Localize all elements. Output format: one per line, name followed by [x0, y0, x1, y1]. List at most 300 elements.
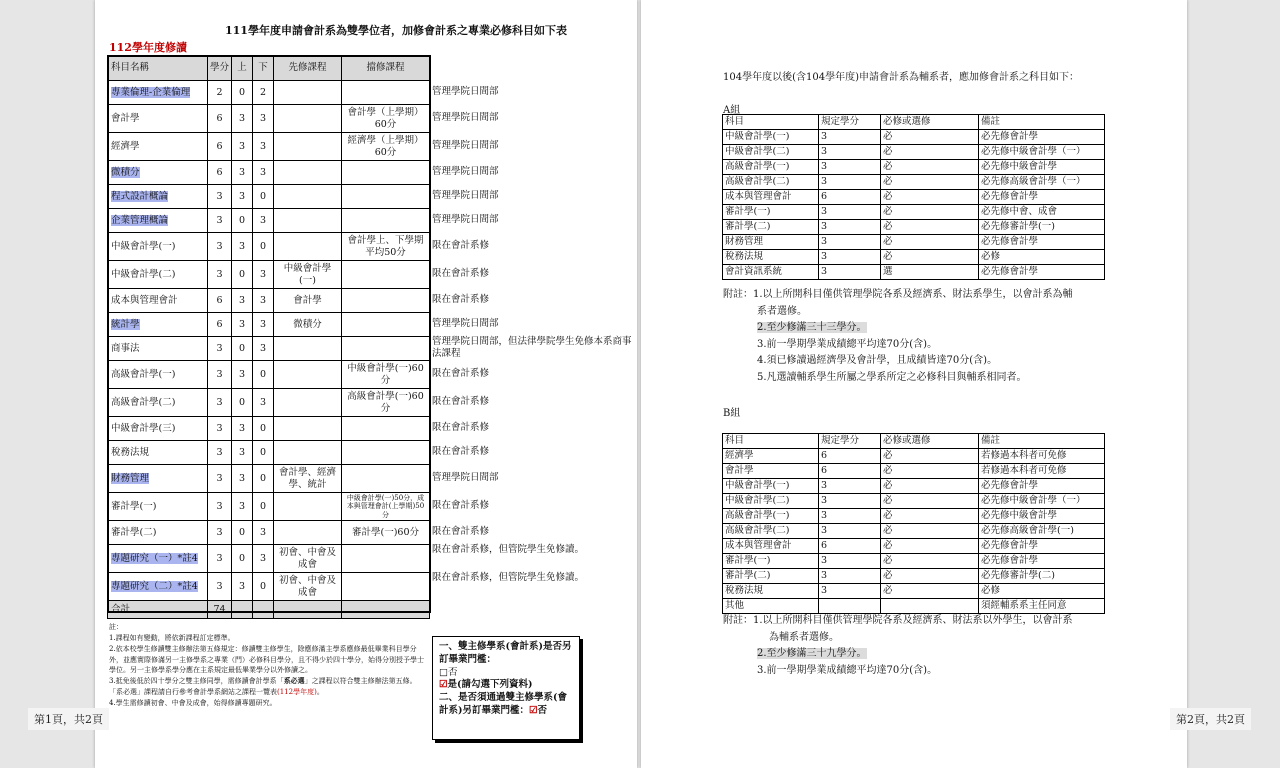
table-row	[108, 337, 430, 361]
first-semester-cell: 3	[232, 133, 253, 161]
prerequisite-cell: 初會、中會及成會	[274, 545, 342, 573]
table-cell: 3	[819, 494, 881, 509]
course-note: 限在會計系修	[432, 239, 490, 251]
table-cell: 稅務法規	[723, 250, 819, 265]
threshold-option-yes: ☑是(請勾選下列資料)	[439, 679, 533, 691]
second-semester-cell: 3	[253, 337, 274, 361]
credits-cell: 3	[208, 337, 232, 361]
table-row	[108, 81, 430, 105]
table-cell: 會計資訊系統	[723, 265, 819, 280]
credits-cell: 3	[208, 261, 232, 289]
table-cell: 必	[881, 145, 979, 160]
second-semester-cell: 0	[253, 185, 274, 209]
table-cell: 審計學(二)	[723, 569, 819, 584]
credits-cell: 3	[208, 521, 232, 545]
table-row	[108, 573, 430, 601]
group-b-table	[722, 433, 1105, 614]
page-number-2: 第2頁，共2頁	[1170, 708, 1251, 730]
course-note: 管理學院日間部	[432, 139, 499, 151]
table-cell: 必	[881, 524, 979, 539]
page1-title: 111學年度申請會計系為雙學位者，加修會計系之專業必修科目如下表	[225, 24, 567, 37]
credits-cell: 3	[208, 465, 232, 493]
prerequisite-cell	[274, 493, 342, 521]
course-name: 中級會計學(三)	[111, 422, 176, 434]
credits-cell: 3	[208, 209, 232, 233]
table-row	[108, 233, 430, 261]
group-b-label: B組	[723, 408, 741, 419]
table-cell: 必	[881, 175, 979, 190]
prerequisite-cell	[274, 389, 342, 417]
course-note: 限在會計系修	[432, 267, 490, 279]
blocking-course-cell: 經濟學（上學期）60分	[342, 133, 430, 161]
second-semester-cell: 2	[253, 81, 274, 105]
prerequisite-cell	[274, 81, 342, 105]
column-header: 學分	[208, 56, 232, 81]
table-row	[108, 493, 430, 521]
table-cell: 高級會計學(二)	[723, 175, 819, 190]
table-cell: 3	[819, 220, 881, 235]
table-cell: 必先修會計學	[979, 539, 1105, 554]
table-row	[723, 584, 1105, 599]
table-row	[108, 161, 430, 185]
table-cell: 中級會計學(二)	[723, 145, 819, 160]
blocking-course-cell	[342, 289, 430, 313]
course-name: 專業倫理-企業倫理	[111, 86, 191, 98]
credits-cell: 6	[208, 313, 232, 337]
column-header: 規定學分	[819, 115, 881, 130]
table-row	[108, 133, 430, 161]
blocking-course-cell: 中級會計學(一)60分	[342, 361, 430, 389]
course-note: 管理學院日間部	[432, 317, 499, 329]
prerequisite-cell	[274, 105, 342, 133]
table-cell: 稅務法規	[723, 584, 819, 599]
second-semester-cell: 3	[253, 545, 274, 573]
column-header: 科目	[723, 115, 819, 130]
table-row	[723, 235, 1105, 250]
course-note: 限在會計系修	[432, 293, 490, 305]
table-cell: 其他	[723, 599, 819, 614]
table-cell: 3	[819, 145, 881, 160]
blocking-course-cell: 會計學（上學期）60分	[342, 105, 430, 133]
blocking-course-cell	[342, 441, 430, 465]
table-cell: 必	[881, 569, 979, 584]
page1-footnotes	[109, 622, 425, 709]
course-note: 限在會計系修	[432, 445, 490, 457]
table-cell: 高級會計學(一)	[723, 509, 819, 524]
column-header: 下	[253, 56, 274, 81]
first-semester-cell: 3	[232, 361, 253, 389]
table-cell: 中級會計學(二)	[723, 494, 819, 509]
course-name: 會計學	[111, 112, 140, 124]
credits-cell: 6	[208, 289, 232, 313]
table-row	[108, 261, 430, 289]
table-cell: 必先修中級會計學	[979, 509, 1105, 524]
checked-box-icon: ☑	[439, 679, 448, 691]
prerequisite-cell	[274, 209, 342, 233]
table-cell: 必	[881, 130, 979, 145]
table-row	[723, 539, 1105, 554]
table-cell: 必先修中級會計學（一）	[979, 145, 1105, 160]
table-cell: 若修過本科者可免修	[979, 449, 1105, 464]
table-cell: 必	[881, 449, 979, 464]
column-header: 科目	[723, 434, 819, 449]
first-semester-cell: 3	[232, 185, 253, 209]
course-note: 管理學院日間部，但法律學院學生免修本系商事法課程	[432, 336, 632, 360]
second-semester-cell: 3	[253, 261, 274, 289]
column-header: 備註	[979, 115, 1105, 130]
footnote-3: 3.抵免後低於四十學分之雙主修同學，需修讀會計學系「系必選」之課程以符合雙主修辦法第五條。「系必選」課程請自行參考會計學系網站之課程一覽表(112學年度)。	[109, 676, 417, 697]
prerequisite-cell	[274, 417, 342, 441]
second-semester-cell: 3	[253, 105, 274, 133]
table-row	[723, 160, 1105, 175]
second-semester-cell: 3	[253, 209, 274, 233]
blocking-course-cell: 高級會計學(一)60分	[342, 389, 430, 417]
second-semester-cell: 3	[253, 521, 274, 545]
table-cell: 必	[881, 509, 979, 524]
course-name: 專題研究（二）*註4	[111, 580, 198, 592]
course-name: 中級會計學(二)	[111, 268, 176, 280]
total-value: 74	[208, 601, 232, 619]
table-cell: 必先修會計學	[979, 130, 1105, 145]
table-cell: 3	[819, 524, 881, 539]
table-row	[108, 441, 430, 465]
column-header: 必修或選修	[881, 434, 979, 449]
table-cell	[881, 599, 979, 614]
course-name: 財務管理	[111, 472, 150, 484]
table-cell: 3	[819, 160, 881, 175]
course-note: 限在會計系修，但管院學生免修讀。	[432, 544, 585, 555]
table-row	[108, 289, 430, 313]
course-name: 中級會計學(一)	[111, 240, 176, 252]
course-note: 限在會計系修，但管院學生免修讀。	[432, 572, 585, 583]
blocking-course-cell: 審計學(一)60分	[342, 521, 430, 545]
course-note: 管理學院日間部	[432, 213, 499, 225]
table-cell: 高級會計學(一)	[723, 160, 819, 175]
threshold-question-2: 二、是否須通過雙主修學系(會計系)另訂畢業門檻：☑否	[439, 692, 567, 717]
second-semester-cell: 3	[253, 161, 274, 185]
table-cell: 必	[881, 160, 979, 175]
footnote-1: 1.課程如有變動，將依新課程訂定標準。	[109, 633, 235, 642]
first-semester-cell: 3	[232, 161, 253, 185]
table-cell: 6	[819, 449, 881, 464]
table-cell: 會計學	[723, 464, 819, 479]
table-cell: 必	[881, 235, 979, 250]
table-cell: 3	[819, 175, 881, 190]
table-cell: 3	[819, 509, 881, 524]
table-cell: 必先修中級會計學（一）	[979, 494, 1105, 509]
first-semester-cell: 3	[232, 441, 253, 465]
table-cell: 3	[819, 250, 881, 265]
first-semester-cell: 3	[232, 233, 253, 261]
table-cell: 必	[881, 554, 979, 569]
table-row	[108, 545, 430, 573]
course-note: 限在會計系修	[432, 499, 490, 511]
column-header: 先修課程	[274, 56, 342, 81]
first-semester-cell: 3	[232, 313, 253, 337]
blocking-course-cell: 會計學上、下學期平均50分	[342, 233, 430, 261]
course-name: 統計學	[111, 318, 140, 330]
table-row	[723, 494, 1105, 509]
table-row	[723, 524, 1105, 539]
credits-cell: 3	[208, 233, 232, 261]
table-cell: 高級會計學(二)	[723, 524, 819, 539]
column-header: 科目名稱	[108, 56, 208, 81]
table-cell: 3	[819, 235, 881, 250]
table-row	[108, 209, 430, 233]
table-row	[723, 449, 1105, 464]
table-row	[108, 313, 430, 337]
prerequisite-cell: 初會、中會及成會	[274, 573, 342, 601]
prerequisite-cell	[274, 361, 342, 389]
course-name: 經濟學	[111, 140, 140, 152]
group-a-label: A組	[723, 105, 741, 116]
prerequisite-cell	[274, 521, 342, 545]
table-row	[108, 521, 430, 545]
threshold-question-1: 一、雙主修學系(會計系)是否另訂畢業門檻：	[439, 641, 572, 665]
course-name: 高級會計學(一)	[111, 368, 176, 380]
table-cell: 6	[819, 190, 881, 205]
table-cell: 必修	[979, 584, 1105, 599]
table-cell: 必先修高級會計學(一)	[979, 524, 1105, 539]
footnote-title: 註：	[109, 623, 123, 631]
footnote-2: 2.依本校學生修讀雙主修辦法第五條規定：修讀雙主修學生，除應修滿主學系應修最低畢業科目學分外，並應實際修滿另一主修學系之專業（門）必修科目學分，且不得少於四十學分，始得分別授予學士學位。另一主修學系學分應在主系規定最低畢業學分以外修讀之。	[109, 644, 424, 675]
table-cell: 成本與管理會計	[723, 190, 819, 205]
table-row	[723, 599, 1105, 614]
credits-cell: 3	[208, 573, 232, 601]
table-cell: 必先修高級會計學（一）	[979, 175, 1105, 190]
document-page-1	[95, 0, 637, 768]
table-cell: 必先修會計學	[979, 235, 1105, 250]
table-row	[108, 389, 430, 417]
table-cell: 必先修會計學	[979, 265, 1105, 280]
table-cell: 必先修會計學	[979, 190, 1105, 205]
course-note: 管理學院日間部	[432, 471, 499, 483]
table-row	[108, 185, 430, 209]
second-semester-cell: 0	[253, 441, 274, 465]
table-cell	[819, 599, 881, 614]
document-page-2	[641, 0, 1187, 768]
first-semester-cell: 0	[232, 521, 253, 545]
page-number-1: 第1頁，共2頁	[28, 708, 109, 730]
table-cell: 審計學(二)	[723, 220, 819, 235]
second-semester-cell: 0	[253, 493, 274, 521]
course-name: 微積分	[111, 166, 140, 178]
prerequisite-cell: 會計學、經濟學、統計	[274, 465, 342, 493]
table-row	[723, 250, 1105, 265]
table-row	[108, 465, 430, 493]
blocking-course-cell	[342, 161, 430, 185]
table-row	[723, 130, 1105, 145]
first-semester-cell: 3	[232, 493, 253, 521]
credits-cell: 6	[208, 161, 232, 185]
second-semester-cell: 3	[253, 289, 274, 313]
prerequisite-cell: 會計學	[274, 289, 342, 313]
table-cell: 中級會計學(一)	[723, 130, 819, 145]
second-semester-cell: 0	[253, 417, 274, 441]
table-row	[723, 265, 1105, 280]
course-name: 審計學(二)	[111, 526, 157, 538]
blocking-course-cell	[342, 185, 430, 209]
table-cell: 中級會計學(一)	[723, 479, 819, 494]
table-cell: 6	[819, 464, 881, 479]
table-cell: 必先修審計學(二)	[979, 569, 1105, 584]
table-cell: 必	[881, 494, 979, 509]
prerequisite-cell	[274, 441, 342, 465]
table-row	[723, 464, 1105, 479]
table-cell: 必先修中級會計學	[979, 160, 1105, 175]
credits-cell: 2	[208, 81, 232, 105]
blocking-course-cell	[342, 417, 430, 441]
table-cell: 選	[881, 265, 979, 280]
blocking-course-cell	[342, 465, 430, 493]
table-cell: 3	[819, 265, 881, 280]
second-semester-cell: 3	[253, 389, 274, 417]
credits-cell: 6	[208, 133, 232, 161]
first-semester-cell: 0	[232, 337, 253, 361]
blocking-course-cell	[342, 545, 430, 573]
table-cell: 必	[881, 250, 979, 265]
table-cell: 3	[819, 479, 881, 494]
footnote-4: 4.學生需修讀初會、中會及成會，始得修讀專題研究。	[109, 698, 277, 707]
credits-cell: 3	[208, 361, 232, 389]
group-a-notes: 附註：1.以上所開科目僅供管理學院各系及經濟系、財法系學生，以會計系為輔 系者選修。 2.至少修滿三十三學分。 3.前一學期學業成績總平均達70分(含)。 4.須已修讀過經濟學及會計學，且成績皆達70分(含)。 5.凡選讀輔系學生所屬之學系所定之必修科目與輔系相同者。	[723, 289, 1073, 383]
table-cell: 若修過本科者可免修	[979, 464, 1105, 479]
table-row	[723, 569, 1105, 584]
blocking-course-cell	[342, 313, 430, 337]
blocking-course-cell	[342, 261, 430, 289]
table-cell: 必	[881, 220, 979, 235]
prerequisite-cell	[274, 161, 342, 185]
table-cell: 必	[881, 479, 979, 494]
table-cell: 經濟學	[723, 449, 819, 464]
blocking-course-cell	[342, 337, 430, 361]
table-row	[723, 509, 1105, 524]
second-semester-cell: 3	[253, 313, 274, 337]
credits-cell: 3	[208, 441, 232, 465]
first-semester-cell: 0	[232, 389, 253, 417]
column-header: 必修或選修	[881, 115, 979, 130]
table-row	[723, 145, 1105, 160]
table-row	[108, 417, 430, 441]
blocking-course-cell: 中級會計學(一)50分，成本與管理會計(上學期)50分	[342, 493, 430, 521]
table-cell: 必	[881, 190, 979, 205]
table-row	[723, 479, 1105, 494]
table-row	[108, 361, 430, 389]
course-note: 限在會計系修	[432, 421, 490, 433]
table-row	[723, 190, 1105, 205]
course-name: 專題研究（一）*註4	[111, 552, 198, 564]
second-semester-cell: 0	[253, 233, 274, 261]
table-cell: 必先修審計學(一)	[979, 220, 1105, 235]
course-note: 管理學院日間部	[432, 85, 499, 97]
prerequisite-cell	[274, 233, 342, 261]
table-cell: 3	[819, 569, 881, 584]
credits-cell: 3	[208, 389, 232, 417]
course-name: 高級會計學(二)	[111, 396, 176, 408]
double-major-table	[107, 55, 430, 619]
table-cell: 須經輔系系主任同意	[979, 599, 1105, 614]
table-header-row	[108, 56, 430, 81]
course-note: 限在會計系修	[432, 395, 490, 407]
total-label: 合計	[108, 601, 208, 619]
prerequisite-cell: 中級會計學(一)	[274, 261, 342, 289]
table-cell: 必	[881, 464, 979, 479]
page1-subtitle: 112學年度修讀	[109, 41, 187, 54]
course-name: 企業管理概論	[111, 214, 169, 226]
first-semester-cell: 3	[232, 465, 253, 493]
second-semester-cell: 3	[253, 133, 274, 161]
table-cell: 6	[819, 539, 881, 554]
course-name: 成本與管理會計	[111, 294, 178, 306]
threshold-option-no: □否	[439, 666, 458, 678]
blocking-course-cell	[342, 209, 430, 233]
column-header: 擋修課程	[342, 56, 430, 81]
first-semester-cell: 3	[232, 573, 253, 601]
blocking-course-cell	[342, 81, 430, 105]
credits-cell: 3	[208, 417, 232, 441]
column-header: 規定學分	[819, 434, 881, 449]
column-header: 上	[232, 56, 253, 81]
first-semester-cell: 3	[232, 289, 253, 313]
prerequisite-cell	[274, 133, 342, 161]
table-row	[723, 554, 1105, 569]
course-note: 管理學院日間部	[432, 111, 499, 123]
course-note: 限在會計系修	[432, 525, 490, 537]
credits-cell: 3	[208, 545, 232, 573]
first-semester-cell: 0	[232, 209, 253, 233]
table-cell: 3	[819, 554, 881, 569]
course-note: 管理學院日間部	[432, 189, 499, 201]
second-semester-cell: 0	[253, 573, 274, 601]
minor-intro: 104學年度以後(含104學年度)申請會計系為輔系者，應加修會計系之科目如下：	[723, 72, 1079, 83]
table-cell: 必	[881, 584, 979, 599]
credits-cell: 3	[208, 185, 232, 209]
first-semester-cell: 0	[232, 545, 253, 573]
credits-cell: 6	[208, 105, 232, 133]
table-header-row	[723, 434, 1105, 449]
prerequisite-cell	[274, 185, 342, 209]
column-header: 備註	[979, 434, 1105, 449]
first-semester-cell: 0	[232, 261, 253, 289]
first-semester-cell: 0	[232, 81, 253, 105]
checked-box-icon: ☑	[529, 705, 538, 717]
first-semester-cell: 3	[232, 105, 253, 133]
table-cell: 必先修會計學	[979, 554, 1105, 569]
course-name: 稅務法規	[111, 446, 150, 458]
course-name: 程式設計概論	[111, 190, 169, 202]
table-cell: 審計學(一)	[723, 205, 819, 220]
table-cell: 必先修中會、成會	[979, 205, 1105, 220]
first-semester-cell: 3	[232, 417, 253, 441]
graduation-threshold-box	[432, 636, 580, 740]
course-name: 審計學(一)	[111, 500, 157, 512]
prerequisite-cell	[274, 337, 342, 361]
table-cell: 成本與管理會計	[723, 539, 819, 554]
table-cell: 審計學(一)	[723, 554, 819, 569]
table-cell: 必	[881, 205, 979, 220]
table-cell: 必修	[979, 250, 1105, 265]
table-row	[723, 220, 1105, 235]
course-note: 限在會計系修	[432, 367, 490, 379]
group-b-notes: 附註：1.以上所開科目僅供管理學院各系及經濟系、財法系以外學生，以會計系 為輔系者選修。 2.至少修滿三十九學分。 3.前一學期學業成績總平均達70分(含)。	[723, 615, 1073, 676]
table-cell: 3	[819, 584, 881, 599]
table-cell: 必	[881, 539, 979, 554]
group-a-table	[722, 114, 1105, 280]
credits-cell: 3	[208, 493, 232, 521]
table-cell: 3	[819, 205, 881, 220]
total-row	[108, 601, 430, 619]
course-note: 管理學院日間部	[432, 165, 499, 177]
